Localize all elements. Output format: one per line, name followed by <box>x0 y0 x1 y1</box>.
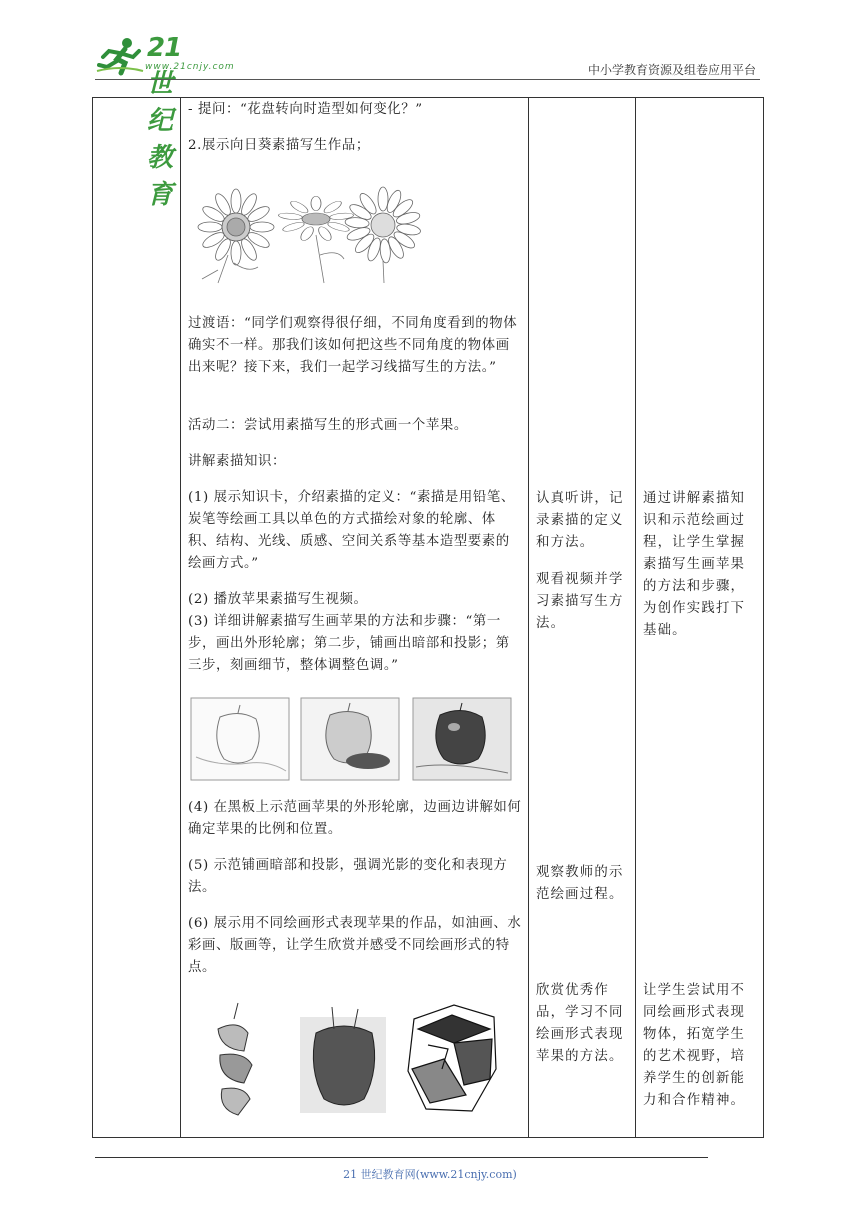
runner-logo-icon <box>95 35 145 77</box>
platform-title: 中小学教育资源及组卷应用平台 <box>587 63 756 77</box>
activity-two-text: 活动二：尝试用素描写生的形式画一个苹果。 <box>188 418 468 433</box>
student-activity-2: 观看视频并学习素描写生方法。 <box>536 572 624 631</box>
column-divider <box>635 97 636 1138</box>
student-activity-1: 认真听讲，记录素描的定义和方法。 <box>536 491 624 550</box>
apple-steps-image <box>190 697 512 781</box>
question-text: - 提问：“花盘转向时造型如何变化？” <box>188 102 423 117</box>
step-five-text: (5) 示范铺画暗部和投影，强调光影的变化和表现方法。 <box>188 858 508 895</box>
apple-art-forms-image <box>204 999 504 1121</box>
step-one-text: (1) 展示知识卡，介绍素描的定义：“素描是用铅笔、炭笔等绘画工具以单色的方式描绘对象的轮廓、体积、结构、光线、质感、空间关系等基本造型要素的绘画方式。” <box>188 490 515 571</box>
footer-text: 21 世纪教育网(www.21cnjy.com) <box>343 1168 517 1181</box>
show-sunflower-text: 2.展示向日葵素描写生作品； <box>188 138 370 153</box>
explain-text: 讲解素描知识： <box>188 454 286 469</box>
column-divider <box>180 97 181 1138</box>
logo-url: www.21cnjy.com <box>145 62 235 72</box>
step-four-text: (4) 在黑板上示范画苹果的外形轮廓，边画边讲解如何确定苹果的比例和位置。 <box>188 800 522 837</box>
design-intent-2: 让学生尝试用不同绘画形式表现物体，拓宽学生的艺术视野，培养学生的创新能力和合作精神。 <box>643 983 746 1108</box>
logo <box>95 33 235 210</box>
student-activity-3: 观察教师的示范绘画过程。 <box>536 865 624 902</box>
sunflower-sketches-image <box>188 175 424 287</box>
step-two-text: (2) 播放苹果素描写生视频。 <box>188 592 368 607</box>
step-six-text: (6) 展示用不同绘画形式表现苹果的作品，如油画、水彩画、版画等，让学生欣赏并感受不同绘画形式的特点。 <box>188 916 522 975</box>
transition-text: 过渡语：“同学们观察得很仔细，不同角度看到的物体确实不一样。那我们该如何把这些不同角度的物体画出来呢？接下来，我们一起学习线描写生的方法。” <box>188 316 518 375</box>
student-activity-4: 欣赏优秀作品，学习不同绘画形式表现苹果的方法。 <box>536 983 624 1064</box>
header-divider <box>95 79 760 80</box>
column-divider <box>528 97 529 1138</box>
footer-divider <box>95 1157 708 1158</box>
design-intent-1: 通过讲解素描知识和示范绘画过程，让学生掌握素描写生画苹果的方法和步骤，为创作实践打下基础。 <box>643 491 746 638</box>
step-three-text: (3) 详细讲解素描写生画苹果的方法和步骤：“第一步，画出外形轮廓；第二步，铺画出暗部和投影；第三步，刻画细节，整体调整色调。” <box>188 614 510 673</box>
logo-text: 21世纪教育 <box>147 33 182 210</box>
